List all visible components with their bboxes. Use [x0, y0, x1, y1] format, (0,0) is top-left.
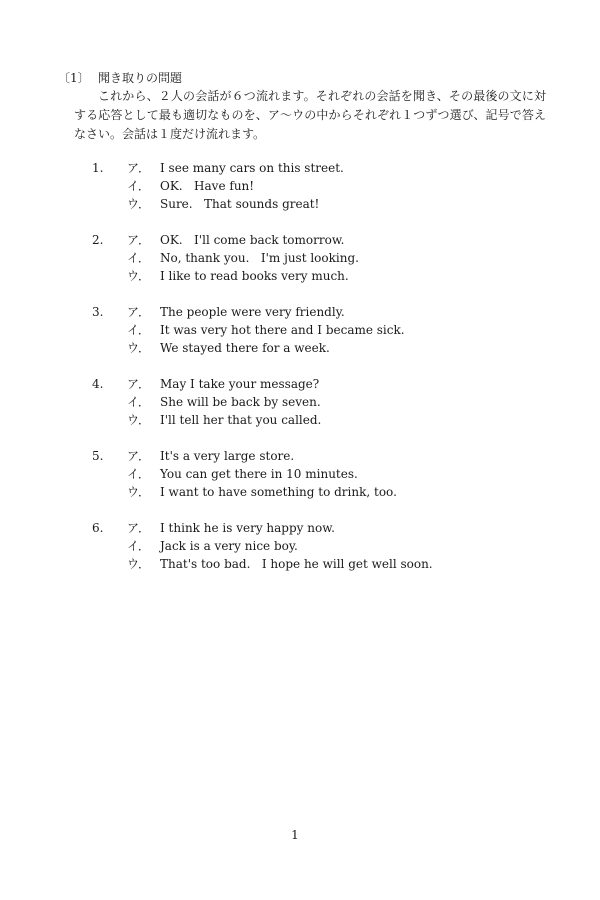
section-number: 〔1〕	[58, 71, 90, 85]
choice-text: It's a very large store.	[160, 449, 295, 463]
choice-label: ウ．	[127, 341, 151, 355]
choice-text: No, thank you. I'm just looking.	[160, 251, 359, 265]
choice-label: ア．	[127, 233, 151, 247]
choice-text: Sure. That sounds great!	[160, 197, 320, 211]
choice-text: OK. Have fun!	[160, 179, 255, 193]
question-number: 2.	[92, 233, 104, 247]
question-number: 1.	[92, 161, 104, 175]
choice-text: I want to have something to drink, too.	[160, 485, 397, 499]
question-2	[90, 231, 560, 285]
choice-label: ウ．	[127, 269, 151, 283]
choice-text: OK. I'll come back tomorrow.	[160, 233, 345, 247]
choice-row	[90, 231, 560, 249]
choice-label: ア．	[127, 161, 151, 175]
choice-row	[90, 447, 560, 465]
choice-row	[90, 303, 560, 321]
choice-row	[90, 249, 560, 267]
choice-row	[90, 411, 560, 429]
choice-text: I like to read books very much.	[160, 269, 349, 283]
choice-label: ア．	[127, 449, 151, 463]
choice-text: You can get there in 10 minutes.	[160, 467, 358, 481]
choice-label: イ．	[127, 251, 150, 265]
choice-label: ア．	[127, 305, 151, 319]
choice-row	[90, 519, 560, 537]
question-5	[90, 447, 560, 501]
instructions-paragraph: これから、２人の会話が６つ流れます。それぞれの会話を聞き、その最後の文に対する応答として最も適切なものを、ア〜ウの中からそれぞれ１つずつ選び、記号で答えなさい。会話は１度だけ流れます。	[74, 89, 546, 141]
choice-row	[90, 339, 560, 357]
choice-row	[90, 555, 560, 573]
question-4	[90, 375, 560, 429]
choice-text: The people were very friendly.	[160, 305, 345, 319]
choice-label: ウ．	[127, 197, 151, 211]
page-number: 1	[291, 828, 299, 842]
choice-text: We stayed there for a week.	[160, 341, 330, 355]
choice-label: イ．	[127, 323, 150, 337]
question-number: 4.	[92, 377, 104, 391]
choice-text: That's too bad. I hope he will get well soon.	[160, 557, 433, 571]
choice-row	[90, 483, 560, 501]
question-1	[90, 159, 560, 213]
choice-label: ア．	[127, 521, 151, 535]
question-number: 3.	[92, 305, 104, 319]
question-number: 5.	[92, 449, 104, 463]
section-title: 聞き取りの問題	[98, 71, 183, 85]
choice-label: イ．	[127, 467, 150, 481]
choice-label: イ．	[127, 395, 150, 409]
choice-row	[90, 177, 560, 195]
choice-row	[90, 159, 560, 177]
choice-label: ウ．	[127, 485, 151, 499]
choice-row	[90, 537, 560, 555]
choice-row	[90, 321, 560, 339]
section-header	[58, 70, 182, 86]
question-number: 6.	[92, 521, 104, 535]
choice-text: It was very hot there and I became sick.	[160, 323, 405, 337]
choice-text: She will be back by seven.	[160, 395, 321, 409]
choice-row	[90, 393, 560, 411]
choice-text: I see many cars on this street.	[160, 161, 344, 175]
question-6	[90, 519, 560, 573]
choice-row	[90, 465, 560, 483]
question-list	[90, 159, 560, 591]
choice-label: ウ．	[127, 413, 151, 427]
choice-row	[90, 195, 560, 213]
choice-label: ウ．	[127, 557, 151, 571]
choice-label: イ．	[127, 539, 150, 553]
choice-text: I think he is very happy now.	[160, 521, 335, 535]
choice-text: Jack is a very nice boy.	[160, 539, 298, 553]
choice-text: I'll tell her that you called.	[160, 413, 322, 427]
choice-text: May I take your message?	[160, 377, 320, 391]
choice-label: イ．	[127, 179, 150, 193]
choice-row	[90, 267, 560, 285]
choice-row	[90, 375, 560, 393]
question-3	[90, 303, 560, 357]
choice-label: ア．	[127, 377, 151, 391]
